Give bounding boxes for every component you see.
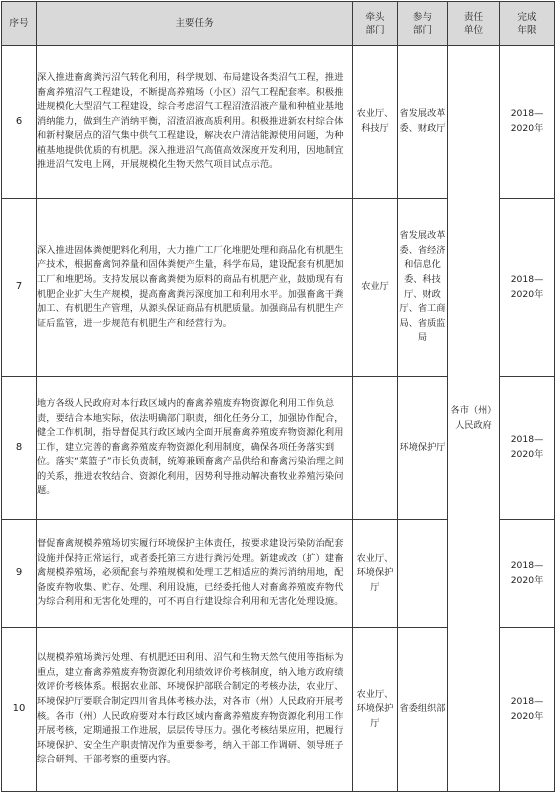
row-task: 地方各级人民政府对本行政区域内的畜禽养殖废弃物资源化利用工作负总责，要结合本地实际，依法明确部门职责，细化任务分工，加强协作配合，健全工作机制，指导督促其行政区域内全面开展畜禽养殖废弃物资源化利用工作，建立完善的畜禽养殖废弃物资源化利用制度，确保各项任务落实到位。落实“菜篮子”市长负责制，统筹兼顾畜禽产品供给和畜禽污染治理之间的关系，推进农牧结合、资源化利用，因势利导推动解决畜牧业养殖污染问题。	[37, 377, 353, 520]
row-seq: 8	[2, 377, 37, 520]
row-deadline: 2018—2020年	[500, 628, 555, 792]
responsible-unit: 各市（州）人民政府	[448, 46, 500, 792]
task-table	[1, 1, 555, 792]
header-responsible-line-2: 单位	[463, 24, 484, 36]
header-deadline-line-1: 完成	[517, 11, 537, 23]
row-deadline: 2018—2020年	[500, 520, 555, 628]
row-deadline: 2018—2020年	[500, 199, 555, 377]
row-lead-dept: 农业厅、环境保护厅	[353, 628, 398, 792]
header-lead-line-1: 牵头	[365, 11, 385, 23]
row-task: 深入推进畜禽粪污沼气转化利用，科学规划、布局建设各类沼气工程，推进畜禽养殖沼气工程建设，不断提高养殖场（小区）沼气工程配套率。积极推进规模化大型沼气工程建设，综合考虑沼气工程沼渣沼液产量和种植业基地消纳能力，做到生产消纳平衡，沼渣沼液高质利用。积极推进新农村综合体和新村聚居点的沼气集中供气工程建设，解决农户清洁能源使用问题，为种植基地提供优质的有机肥。深入推进沼气高值高效深度开发利用，因地制宜推进沼气发电上网，开展规模化生物天然气项目试点示范。	[37, 46, 353, 199]
row-participating-dept: 省发展改革委、省经济和信息化委、科技厅、财政厅、省工商局、省质监局	[398, 199, 448, 377]
row-seq: 9	[2, 520, 37, 628]
row-seq: 10	[2, 628, 37, 792]
row-lead-dept: 农业厅、环境保护厅	[353, 520, 398, 628]
header-deadline-line-2: 年限	[517, 24, 537, 36]
row-participating-dept: 省委组织部	[398, 628, 448, 792]
header-row	[2, 2, 555, 46]
header-participate	[398, 2, 448, 46]
row-seq: 6	[2, 46, 37, 199]
header-responsible	[448, 2, 500, 46]
row-lead-dept: 农业厅、科技厅	[353, 46, 398, 199]
row-participating-dept: 省发展改革委、财政厅	[398, 46, 448, 199]
row-lead-dept	[353, 377, 398, 520]
row-task: 以规模养殖场粪污处理、有机肥还田利用、沼气和生物天然气使用等指标为重点，建立畜禽养殖废弃物资源化利用绩效评价考核制度，纳入地方政府绩效评价考核体系。根据农业部、环境保护部联合制定的考核办法，农业厅、环境保护厅要联合制定四川省具体考核办法，对各市（州）人民政府开展考核。各市（州）人民政府要对本行政区域内畜禽养殖废弃物资源化利用工作开展考核，定期通报工作进展，层层传导压力。强化考核结果应用，把履行环境保护、安全生产职责情况作为重要参考，纳入干部工作调研、领导班子综合研判、干部考察的重要内容。	[37, 628, 353, 792]
header-participate-line-1: 参与	[412, 11, 433, 23]
row-participating-dept	[398, 520, 448, 628]
header-lead-line-2: 部门	[365, 24, 385, 36]
row-deadline: 2018—2020年	[500, 46, 555, 199]
row-deadline: 2018—2020年	[500, 377, 555, 520]
header-responsible-line-1: 责任	[463, 11, 484, 23]
header-task: 主要任务	[37, 2, 353, 46]
header-seq: 序号	[2, 2, 37, 46]
row-lead-dept: 农业厅	[353, 199, 398, 377]
row-seq: 7	[2, 199, 37, 377]
row-task: 督促畜禽规模养殖场切实履行环境保护主体责任，按要求建设污染防治配套设施并保持正常运行，或者委托第三方进行粪污处理。新建或改（扩）建畜禽规模养殖场，必须配套与养殖规模和处理工艺相适应的粪污消纳用地，配备废弃物收集、贮存、处理、利用设施，已经委托他人对畜禽养殖废弃物代为综合利用和无害化处理的，可不再自行建设综合利用和无害化处理设施。	[37, 520, 353, 628]
header-participate-line-2: 部门	[412, 24, 433, 36]
header-deadline	[500, 2, 555, 46]
row-participating-dept: 环境保护厅	[398, 377, 448, 520]
header-lead	[353, 2, 398, 46]
table-row	[2, 46, 555, 199]
row-task: 深入推进固体粪便肥料化利用，大力推广工厂化堆肥处理和商品化有机肥生产技术，根据畜禽饲养量和固体粪便产生量，科学布局，建设配套有机肥加工厂和堆肥场。支持发展以畜禽粪便为原料的商品有机肥产业，鼓励现有有机肥企业扩大生产规模，提高畜禽粪污深度加工和利用水平。加强畜禽干粪加工、有机肥生产管理，从源头保证商品有机肥质量。加强商品有机肥生产证后监管，进一步规范有机肥生产和经营行为。	[37, 199, 353, 377]
